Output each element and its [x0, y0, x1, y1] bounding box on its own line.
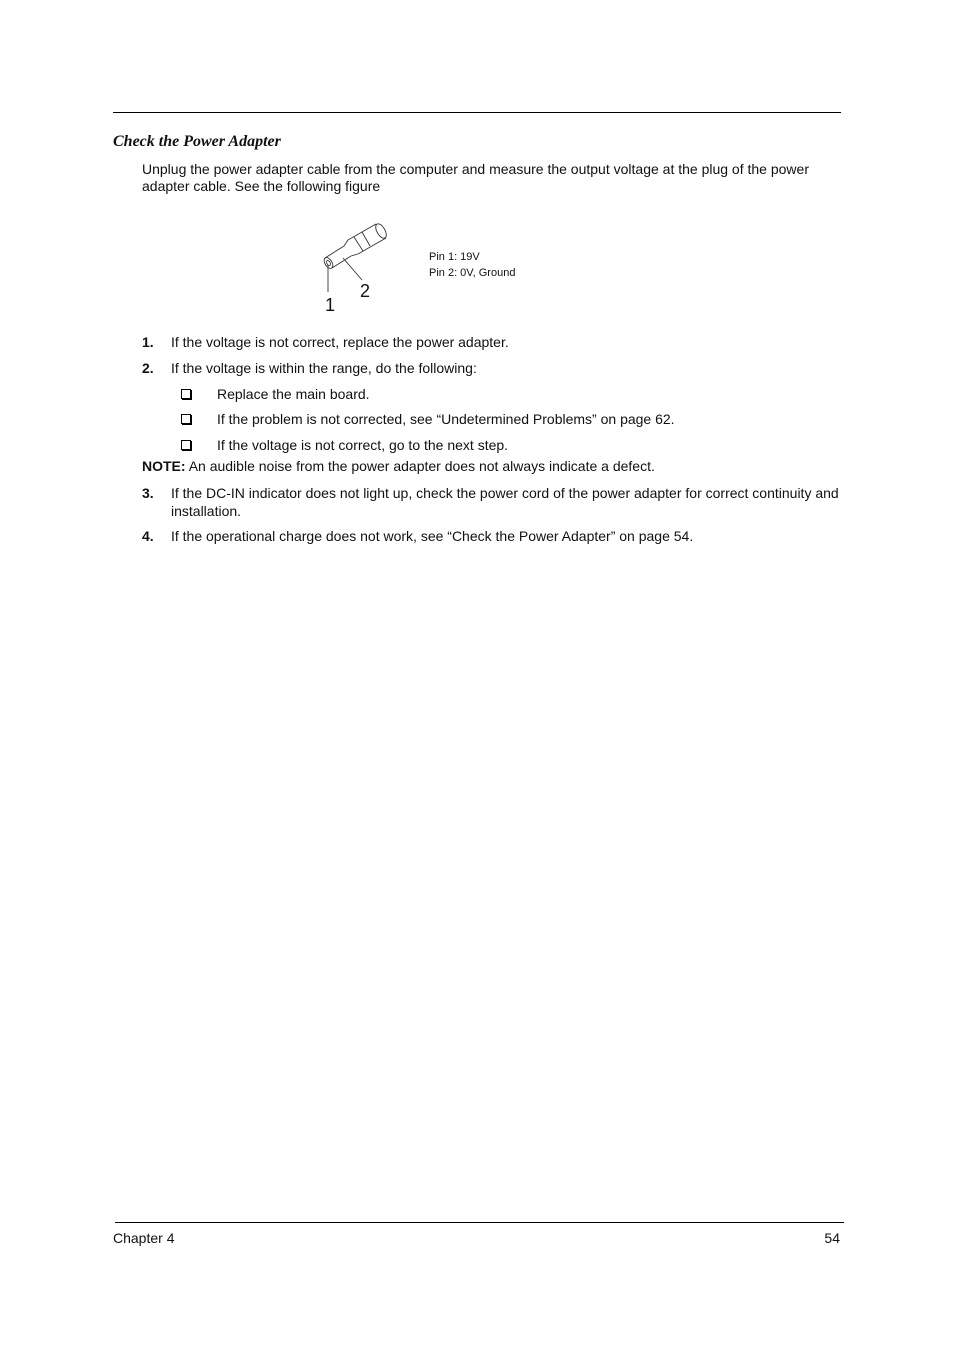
step-number: 3. — [142, 485, 154, 501]
callout-2: 2 — [360, 281, 371, 301]
pin-legend — [429, 249, 515, 281]
step-text: If the operational charge does not work, see “Check the Power Adapter” on page 54. — [171, 528, 694, 544]
checkbox-bullet-icon — [181, 414, 191, 424]
note — [142, 457, 655, 475]
substep-text: If the problem is not corrected, see “Undetermined Problems” on page 62. — [217, 411, 675, 427]
step-number: 1. — [142, 334, 154, 350]
step-number: 2. — [142, 360, 154, 376]
pin-2-label: Pin 2: 0V, Ground — [429, 267, 516, 279]
footer-rule — [115, 1222, 844, 1223]
step-text: If the voltage is not correct, replace the power adapter. — [171, 334, 509, 350]
footer-chapter: Chapter 4 — [113, 1230, 175, 1246]
step-number: 4. — [142, 528, 154, 544]
section-title: Check the Power Adapter — [113, 133, 281, 150]
intro-paragraph: Unplug the power adapter cable from the computer and measure the output voltage at the plug of the power adapter cable. See the following figure — [142, 161, 809, 194]
substep-text: If the voltage is not correct, go to the next step. — [217, 437, 509, 453]
callout-1: 1 — [325, 295, 336, 315]
step-text: If the DC-IN indicator does not light up, check the power cord of the power adapter for correct continuity and installation. — [171, 485, 839, 519]
note-label: NOTE: — [142, 458, 186, 474]
step-text: If the voltage is within the range, do the following: — [171, 360, 477, 376]
footer-page-number: 54 — [824, 1230, 840, 1246]
header-rule — [113, 112, 841, 113]
checkbox-bullet-icon — [181, 389, 191, 399]
checkbox-bullet-icon — [181, 440, 191, 450]
substep-text: Replace the main board. — [217, 386, 370, 402]
pin-1-label: Pin 1: 19V — [429, 251, 480, 263]
note-text: An audible noise from the power adapter does not always indicate a defect. — [188, 458, 655, 474]
